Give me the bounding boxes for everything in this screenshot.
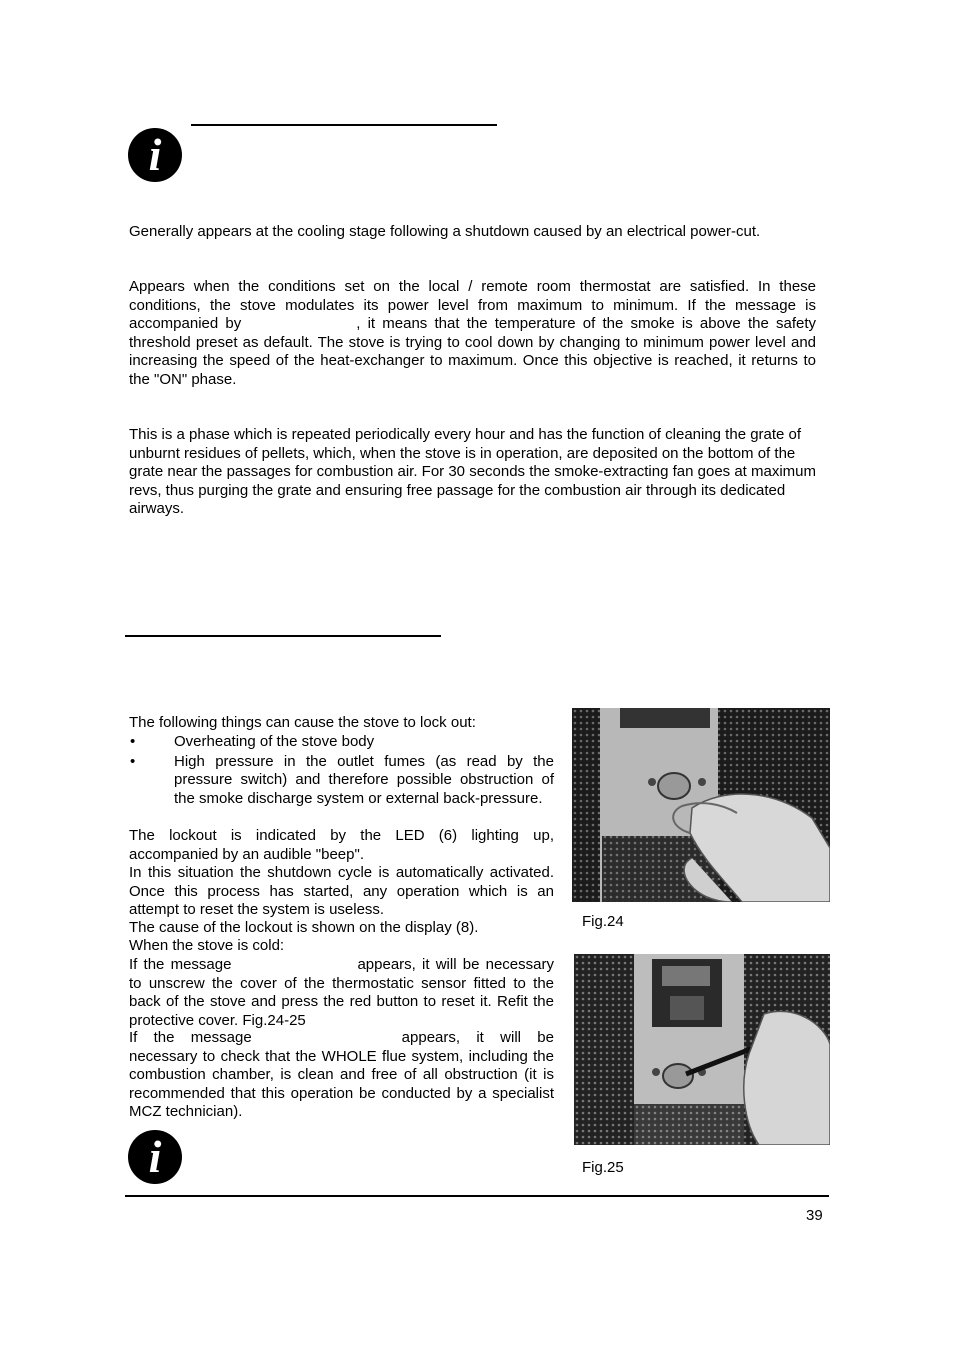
lockout-causes-list [129,733,554,808]
paragraph-cooling: Generally appears at the cooling stage following a shutdown caused by an electrical power-cut. [129,223,761,240]
info-icon: i [128,128,182,182]
paragraph-cold: When the stove is cold: [129,937,285,954]
lockout-intro: The following things can cause the stove to lock out: [129,714,476,731]
page-number: 39 [806,1207,823,1224]
heading-rule-1 [191,124,497,126]
paragraph-cleaning: This is a phase which is repeated periodically every hour and has the function of cleaning the grate of unburnt residues of pellets, which, when the stove is in operation, are deposited on the bottom of the grate near the passages for combustion air. For 30 seconds the smoke-extracting fan goes at maximum revs, thus purging the grate and ensuring free passage for the combustion air through its dedicated airways. [129,426,817,517]
paragraph-shutdown: In this situation the shutdown cycle is automatically activated. Once this process has started, any operation which is an attempt to reset the system is useless. [129,864,554,918]
paragraph-led: The lockout is indicated by the LED (6) lighting up, accompanied by an audible "beep". [129,827,554,863]
list-item: • Overheating of the stove body [130,733,375,750]
fig24-caption: Fig.24 [582,913,624,930]
bullet-icon: • [130,752,136,770]
heading-rule-2 [125,635,441,637]
paragraph-message-1: If the message appears, it will be necessary to unscrew the cover of the thermostatic sensor fitted to the back of the stove and press the red button to reset it. Refit the protective cover. Fig.24-25 [129,956,554,1029]
bullet-icon: • [130,733,136,750]
list-item: • High pressure in the outlet fumes (as read by the pressure switch) and therefore possible obstruction of the smoke discharge system or external back-pressure. [130,752,554,807]
footer-rule [125,1195,829,1197]
paragraph-thermostat: Appears when the conditions set on the local / remote room thermostat are satisfied. In these conditions, the stove modulates its power level from maximum to minimum. If the message is accompanied by , it means that the temperature of the smoke is above the safety threshold preset as default. The stove is trying to cool down by changing to minimum power level and increasing the speed of the heat-exchanger to maximum. Once this objective is reached, it returns to the "ON" phase. [129,278,816,388]
paragraph-cause: The cause of the lockout is shown on the display (8). [129,919,479,936]
fig24-photo [572,708,830,902]
fig25-caption: Fig.25 [582,1159,624,1176]
info-icon: i [128,1130,182,1184]
fig25-photo [574,954,830,1145]
paragraph-message-2: If the message appears, it will be necessary to check that the WHOLE flue system, including the combustion chamber, is clean and free of all obstruction (it is recommended that this operation be conducted by a specialist MCZ technician). [129,1029,554,1120]
